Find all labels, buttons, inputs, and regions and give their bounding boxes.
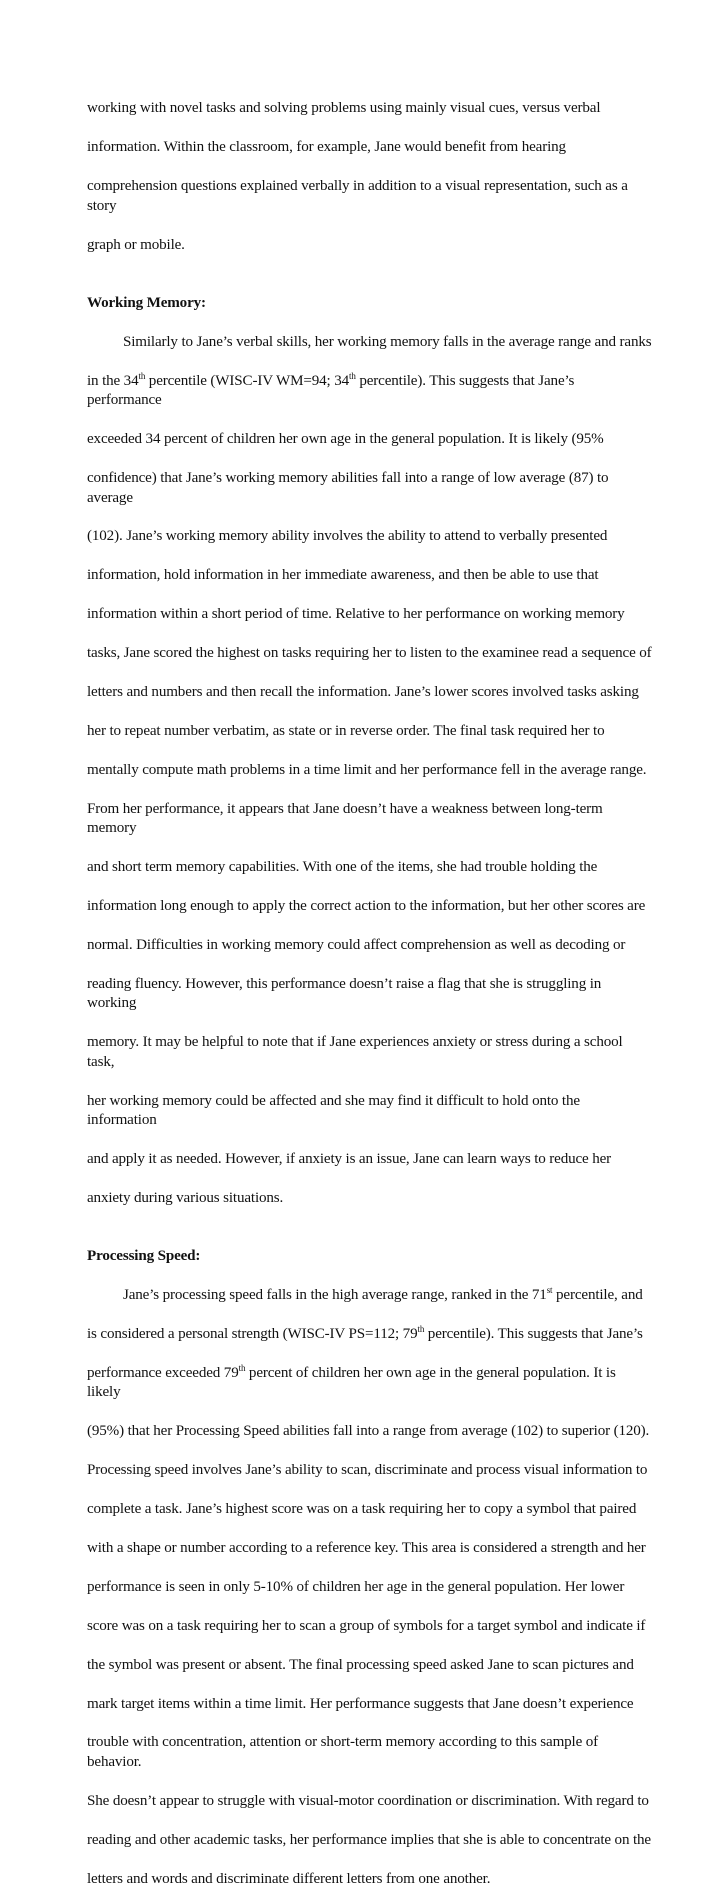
- text-line: [87, 1286, 652, 1305]
- text-span: in the 34: [87, 372, 139, 389]
- text-span: percent of children her own age in the general population. It is likely: [87, 1364, 616, 1401]
- text-line: [87, 1364, 652, 1403]
- text-span: performance exceeded 79: [87, 1364, 239, 1381]
- text-line: letters and words and discriminate different letters from one another.: [87, 1870, 491, 1886]
- intro-paragraph: [87, 80, 652, 275]
- paragraph-gap: [87, 275, 652, 294]
- text-line: tasks, Jane scored the highest on tasks requiring her to listen to the examinee read a sequence of: [87, 645, 652, 662]
- text-line: normal. Difficulties in working memory could affect comprehension as well as decoding or: [87, 936, 626, 953]
- text-line: trouble with concentration, attention or short-term memory according to this sample of behavior.: [87, 1734, 599, 1770]
- text-line: (102). Jane’s working memory ability involves the ability to attend to verbally presented: [87, 528, 608, 545]
- processing-speed-paragraph: [87, 1267, 652, 1886]
- text-line: and short term memory capabilities. With one of the items, she had trouble holding the: [87, 859, 598, 876]
- text-line: Processing speed involves Jane’s ability to scan, discriminate and process visual information to: [87, 1462, 648, 1479]
- text-line: information within a short period of time. Relative to her performance on working memory: [87, 606, 625, 623]
- ordinal-suffix: th: [138, 370, 146, 381]
- text-span: Similarly to Jane’s verbal skills, her working memory falls in the average range and ranks: [123, 333, 652, 350]
- text-span: percentile). This suggests that Jane’s: [424, 1325, 643, 1342]
- text-line: reading and other academic tasks, her performance implies that she is able to concentrate on the: [87, 1831, 651, 1848]
- document-page: [87, 80, 652, 1886]
- ordinal-suffix: th: [417, 1323, 425, 1334]
- text-line: anxiety during various situations.: [87, 1189, 284, 1206]
- ordinal-suffix: th: [349, 370, 356, 381]
- text-line: score was on a task requiring her to scan a group of symbols for a target symbol and indicate if: [87, 1617, 646, 1634]
- text-line: her working memory could be affected and she may find it difficult to hold onto the information: [87, 1092, 580, 1128]
- text-line: information, hold information in her immediate awareness, and then be able to use that: [87, 567, 599, 584]
- text-line: [87, 372, 652, 411]
- text-line: From her performance, it appears that Jane doesn’t have a weakness between long-term memory: [87, 800, 603, 837]
- text-line: information long enough to apply the correct action to the information, but her other scores are: [87, 898, 646, 915]
- ordinal-suffix: th: [238, 1362, 246, 1373]
- text-line: memory. It may be helpful to note that if Jane experiences anxiety or stress during a school task,: [87, 1034, 623, 1070]
- text-line: complete a task. Jane’s highest score was on a task requiring her to copy a symbol that paired: [87, 1501, 637, 1518]
- text-line: She doesn’t appear to struggle with visual-motor coordination or discrimination. With regard to: [87, 1792, 649, 1809]
- text-span: is considered a personal strength (WISC-IV PS=112; 79: [87, 1325, 418, 1342]
- paragraph-gap: [87, 1228, 652, 1247]
- processing-speed-heading: Processing Speed:: [87, 1248, 201, 1265]
- text-line: (95%) that her Processing Speed abilities fall into a range from average (102) to superior (120).: [87, 1423, 650, 1440]
- text-line: confidence) that Jane’s working memory abilities fall into a range of low average (87) to average: [87, 470, 609, 506]
- text-line: exceeded 34 percent of children her own age in the general population. It is likely (95%: [87, 431, 604, 448]
- text-line: working with novel tasks and solving problems using mainly visual cues, versus verbal: [87, 100, 601, 117]
- text-line: comprehension questions explained verbally in addition to a visual representation, such as a story: [87, 178, 628, 214]
- text-line: with a shape or number according to a reference key. This area is considered a strength and her: [87, 1539, 646, 1556]
- text-span: Jane’s processing speed falls in the high average range, ranked in the 71: [123, 1287, 547, 1304]
- text-span: percentile (WISC-IV WM=94; 34: [145, 372, 350, 389]
- text-line: her to repeat number verbatim, as state or in reverse order. The final task required her to: [87, 722, 605, 739]
- text-line: mark target items within a time limit. Her performance suggests that Jane doesn’t experience: [87, 1695, 634, 1712]
- text-line: and apply it as needed. However, if anxiety is an issue, Jane can learn ways to reduce her: [87, 1150, 612, 1167]
- text-line: [87, 333, 652, 352]
- text-line: performance is seen in only 5-10% of children her age in the general population. Her lower: [87, 1578, 625, 1595]
- text-line: information. Within the classroom, for example, Jane would benefit from hearing: [87, 139, 566, 156]
- text-line: reading fluency. However, this performance doesn’t raise a flag that she is struggling in working: [87, 975, 602, 1012]
- ordinal-suffix: st: [546, 1285, 553, 1296]
- text-span: percentile, and: [552, 1287, 643, 1304]
- text-line: mentally compute math problems in a time limit and her performance fell in the average range.: [87, 761, 647, 778]
- working-memory-heading: Working Memory:: [87, 294, 206, 311]
- text-line: the symbol was present or absent. The final processing speed asked Jane to scan pictures and: [87, 1656, 634, 1673]
- text-line: graph or mobile.: [87, 236, 185, 253]
- text-line: letters and numbers and then recall the information. Jane’s lower scores involved tasks asking: [87, 684, 639, 701]
- text-line: [87, 1325, 652, 1344]
- text-span: percentile). This suggests that Jane’s performance: [87, 372, 575, 409]
- working-memory-paragraph: [87, 313, 652, 1227]
